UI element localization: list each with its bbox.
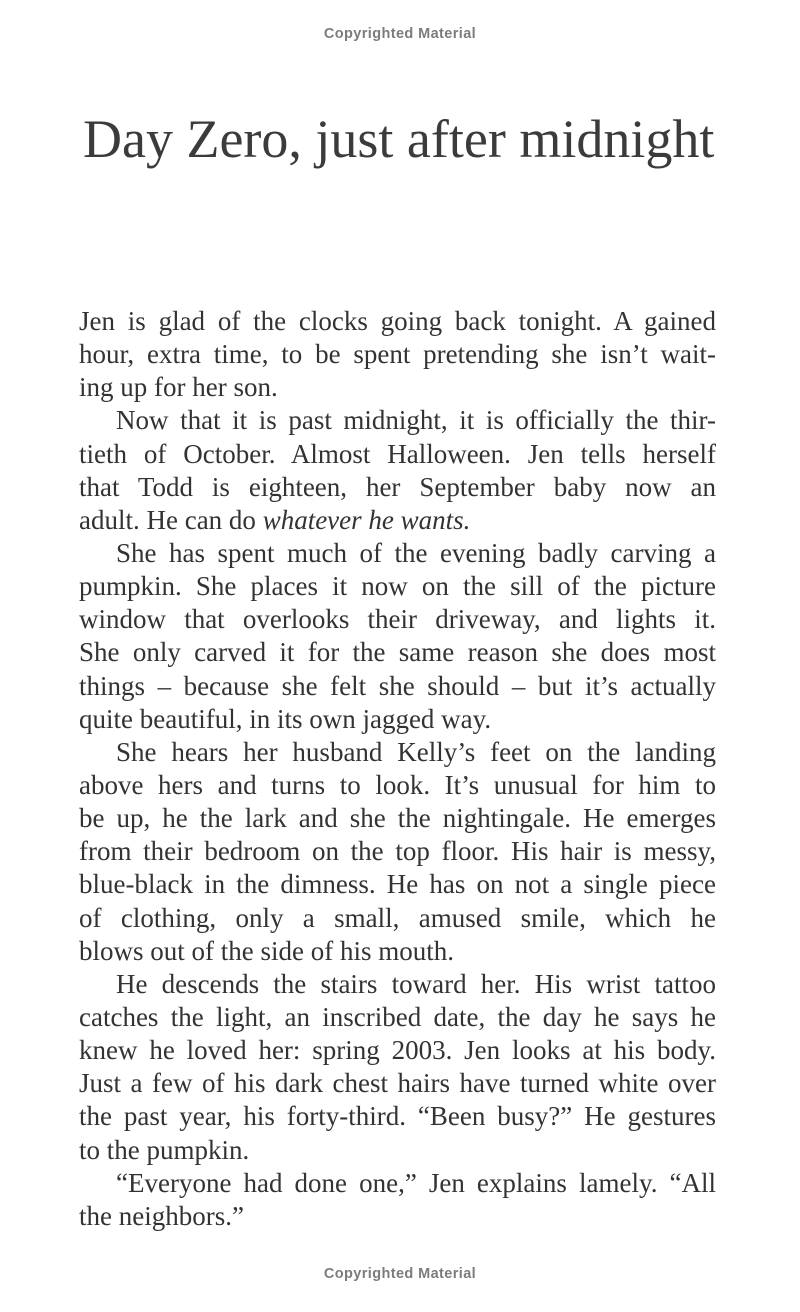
text-segment: ing up for her son.	[79, 372, 278, 403]
paragraph	[79, 1167, 716, 1233]
text-line	[79, 868, 716, 901]
text-line	[79, 902, 716, 935]
body-text	[79, 305, 716, 1233]
text-line	[79, 703, 716, 736]
text-segment: Just a few of his dark chest hairs have turned white over	[79, 1068, 716, 1099]
text-segment: of clothing, only a small, amused smile, which he	[79, 902, 716, 933]
text-segment: from their bedroom on the top floor. His hair is messy,	[79, 836, 716, 867]
text-line	[79, 603, 716, 636]
text-segment: adult. He can do	[79, 504, 263, 535]
paragraph	[79, 736, 716, 968]
text-segment: pumpkin. She places it now on the sill of the picture	[79, 571, 716, 602]
text-line	[79, 471, 716, 504]
text-line	[79, 968, 716, 1001]
text-segment: She only carved it for the same reason she does most	[79, 637, 716, 668]
chapter-title: Day Zero, just after midnight	[83, 109, 715, 169]
text-line	[79, 769, 716, 802]
text-line	[79, 1067, 716, 1100]
text-line	[79, 404, 716, 437]
text-line	[79, 1200, 716, 1233]
text-segment: Jen is glad of the clocks going back tonight. A gained	[79, 306, 716, 336]
paragraph	[79, 537, 716, 736]
text-segment: blue-black in the dimness. He has on not a single piece	[79, 869, 716, 900]
paragraph	[79, 968, 716, 1167]
text-line	[79, 1001, 716, 1034]
text-segment: tieth of October. Almost Halloween. Jen tells herself	[79, 438, 716, 469]
italic-text-segment: whatever he wants.	[262, 504, 471, 535]
text-line	[79, 670, 716, 703]
text-line	[79, 835, 716, 868]
text-segment: to the pumpkin.	[79, 1134, 250, 1165]
text-segment: the past year, his forty-third. “Been busy?” He gestures	[79, 1101, 716, 1132]
text-line	[79, 736, 716, 769]
copyright-notice-top: Copyrighted Material	[323, 26, 477, 42]
text-line	[79, 338, 716, 371]
text-segment: blows out of the side of his mouth.	[79, 935, 454, 966]
copyright-notice-bottom: Copyrighted Material	[323, 1266, 477, 1282]
text-segment: hour, extra time, to be spent pretending she isn’t wait-	[79, 339, 716, 370]
text-line	[79, 1034, 716, 1067]
text-line	[79, 371, 716, 404]
text-line	[79, 504, 716, 537]
text-segment: the neighbors.”	[79, 1200, 244, 1231]
text-line	[79, 438, 716, 471]
text-line	[79, 537, 716, 570]
text-segment: She hears her husband Kelly’s feet on the landing	[116, 736, 716, 767]
text-segment: “Everyone had done one,” Jen explains lamely. “All	[116, 1167, 716, 1198]
text-segment: He descends the stairs toward her. His wrist tattoo	[116, 968, 716, 999]
paragraph	[79, 404, 716, 537]
text-line	[79, 802, 716, 835]
text-segment: Now that it is past midnight, it is officially the thir-	[116, 405, 716, 436]
text-line	[79, 1100, 716, 1133]
text-line	[79, 935, 716, 968]
text-segment: window that overlooks their driveway, and lights it.	[79, 604, 716, 635]
text-segment: catches the light, an inscribed date, the day he says he	[79, 1001, 716, 1032]
text-line	[79, 636, 716, 669]
text-line	[79, 1134, 716, 1167]
text-line	[79, 305, 716, 338]
text-segment: be up, he the lark and she the nightingale. He emerges	[79, 803, 716, 834]
text-segment: above hers and turns to look. It’s unusual for him to	[79, 769, 716, 800]
text-segment: that Todd is eighteen, her September baby now an	[79, 471, 716, 502]
text-line	[79, 570, 716, 603]
text-segment: She has spent much of the evening badly carving a	[116, 537, 716, 568]
text-segment: quite beautiful, in its own jagged way.	[79, 703, 492, 734]
text-segment: knew he loved her: spring 2003. Jen looks at his body.	[79, 1035, 716, 1066]
text-line	[79, 1167, 716, 1200]
text-segment: things – because she felt she should – but it’s actually	[79, 670, 716, 701]
paragraph	[79, 305, 716, 404]
